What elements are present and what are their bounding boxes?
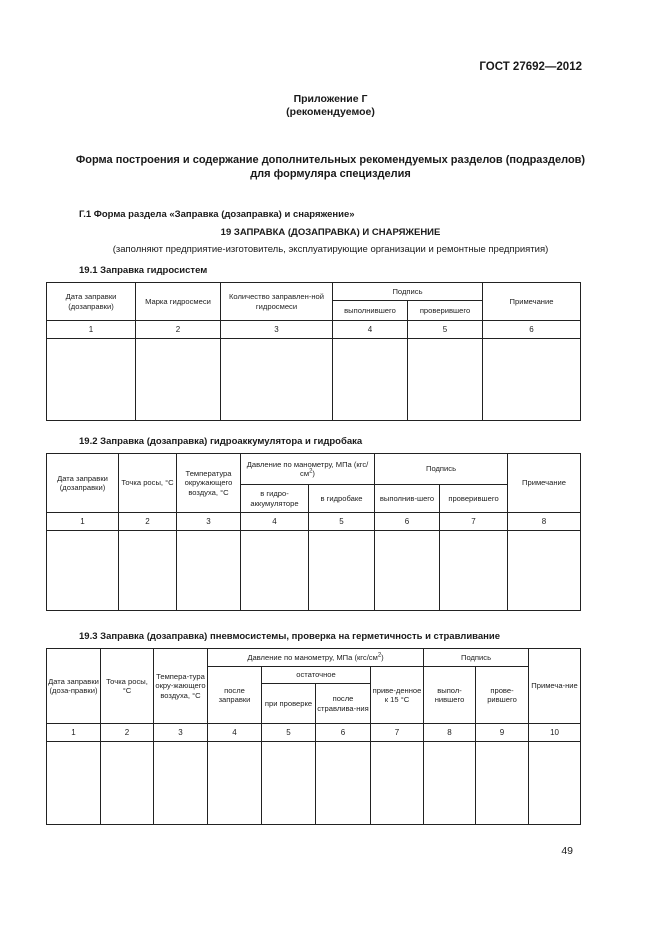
table-19-3: [46, 648, 581, 825]
col-number: 3: [221, 321, 333, 339]
col-done-header: выпол-нившего: [424, 667, 476, 724]
empty-cell[interactable]: [47, 742, 101, 825]
empty-cell[interactable]: [47, 531, 119, 611]
empty-cell[interactable]: [375, 531, 440, 611]
col-number: 4: [333, 321, 408, 339]
col-reduced-header: приве-денное к 15 °С: [371, 667, 424, 724]
empty-cell[interactable]: [177, 531, 241, 611]
col-done-header: выполнившего: [333, 301, 408, 321]
col-pressure-header: Давление по манометру, МПа $(кгс/см^2)$: [241, 454, 375, 485]
col-number: 7: [371, 724, 424, 742]
col-temp-header: Температура окружающего воздуха, °С: [177, 454, 241, 513]
col-number: 4: [208, 724, 262, 742]
form-title-line1: Форма построения и содержание дополнительных рекомендуемых разделов (подразделов): [75, 154, 586, 166]
col-on-check-header: при проверке: [262, 684, 316, 724]
empty-cell[interactable]: [221, 339, 333, 421]
section-g1-heading: Г.1 Форма раздела «Заправка (дозаправка) и снаряжение»: [79, 209, 355, 220]
col-number: 1: [47, 321, 136, 339]
col-number: 9: [476, 724, 529, 742]
col-number: 6: [483, 321, 581, 339]
col-number: 5: [262, 724, 316, 742]
col-sign-header: Подпись: [424, 649, 529, 667]
table2-title: 19.2 Заправка (дозаправка) гидроаккумулятора и гидробака: [79, 436, 363, 447]
table1-title: 19.1 Заправка гидросистем: [79, 265, 208, 276]
col-date-header: Дата заправки (доза-правки): [47, 649, 101, 724]
col-number: 2: [119, 513, 177, 531]
col-number: 1: [47, 513, 119, 531]
col-after-bleed-header: после стравлива-ния: [316, 684, 371, 724]
col-check-header: прове-рившего: [476, 667, 529, 724]
col-number: 6: [316, 724, 371, 742]
col-number: 2: [136, 321, 221, 339]
col-number: 5: [408, 321, 483, 339]
empty-cell[interactable]: [483, 339, 581, 421]
empty-cell[interactable]: [241, 531, 309, 611]
col-number: 1: [47, 724, 101, 742]
form-title-line2: для формуляра специзделия: [250, 168, 411, 180]
col-number: 8: [508, 513, 581, 531]
col-number: 4: [241, 513, 309, 531]
col-brand-header: Марка гидросмеси: [136, 283, 221, 321]
col-date-header: Дата заправки (дозаправки): [47, 454, 119, 513]
col-number: 7: [440, 513, 508, 531]
col-note-header: Примеча-ние: [529, 649, 581, 724]
col-residual-header: остаточное: [262, 667, 371, 684]
appendix-title: Приложение Г: [293, 93, 368, 105]
chapter-title: 19 ЗАПРАВКА (ДОЗАПРАВКА) И СНАРЯЖЕНИЕ: [220, 227, 441, 238]
col-pressure-header: Давление по манометру, МПа $(кгс/см^2)$: [208, 649, 424, 667]
empty-cell[interactable]: [408, 339, 483, 421]
table3-title: 19.3 Заправка (дозаправка) пневмосистемы, проверка на герметичность и стравливание: [79, 631, 501, 642]
table-19-2: [46, 453, 581, 611]
empty-cell[interactable]: [309, 531, 375, 611]
col-tank-header: в гидробаке: [309, 485, 375, 513]
col-done-header: выполнив-шего: [375, 485, 440, 513]
col-number: 6: [375, 513, 440, 531]
col-after-fill-header: после заправки: [208, 667, 262, 724]
col-sign-header: Подпись: [375, 454, 508, 485]
empty-cell[interactable]: [440, 531, 508, 611]
col-number: 8: [424, 724, 476, 742]
col-note-header: Примечание: [508, 454, 581, 513]
col-date-header: Дата заправки (дозаправки): [47, 283, 136, 321]
table-row: [47, 339, 581, 421]
col-note-header: Примечание: [483, 283, 581, 321]
col-number: 3: [177, 513, 241, 531]
col-number: 10: [529, 724, 581, 742]
empty-cell[interactable]: [371, 742, 424, 825]
empty-cell[interactable]: [262, 742, 316, 825]
empty-cell[interactable]: [424, 742, 476, 825]
empty-cell[interactable]: [47, 339, 136, 421]
empty-cell[interactable]: [333, 339, 408, 421]
col-dew-header: Точка росы, °С: [119, 454, 177, 513]
col-sign-header: Подпись: [333, 283, 483, 301]
appendix-subtitle: (рекомендуемое): [286, 106, 375, 118]
chapter-note: (заполняют предприятие-изготовитель, эксплуатирующие организации и ремонтные предприятия): [112, 244, 549, 255]
col-check-header: проверившего: [408, 301, 483, 321]
empty-cell[interactable]: [316, 742, 371, 825]
table-row: [47, 742, 581, 825]
col-number: 5: [309, 513, 375, 531]
empty-cell[interactable]: [101, 742, 154, 825]
table-19-1: [46, 282, 581, 421]
col-dew-header: Точка росы, °С: [101, 649, 154, 724]
empty-cell[interactable]: [208, 742, 262, 825]
document-code: ГОСТ 27692—2012: [479, 61, 582, 73]
table-row: [47, 531, 581, 611]
form-title: [0, 153, 661, 181]
empty-cell[interactable]: [508, 531, 581, 611]
appendix-heading: [0, 93, 661, 119]
page-number: 49: [561, 845, 573, 857]
empty-cell[interactable]: [119, 531, 177, 611]
col-number: 3: [154, 724, 208, 742]
empty-cell[interactable]: [476, 742, 529, 825]
empty-cell[interactable]: [154, 742, 208, 825]
empty-cell[interactable]: [136, 339, 221, 421]
col-accumulator-header: в гидро-аккумуляторе: [241, 485, 309, 513]
col-check-header: проверившего: [440, 485, 508, 513]
empty-cell[interactable]: [529, 742, 581, 825]
col-qty-header: Количество заправлен-ной гидросмеси: [221, 283, 333, 321]
col-temp-header: Темпера-тура окру-жающего воздуха, °С: [154, 649, 208, 724]
col-number: 2: [101, 724, 154, 742]
